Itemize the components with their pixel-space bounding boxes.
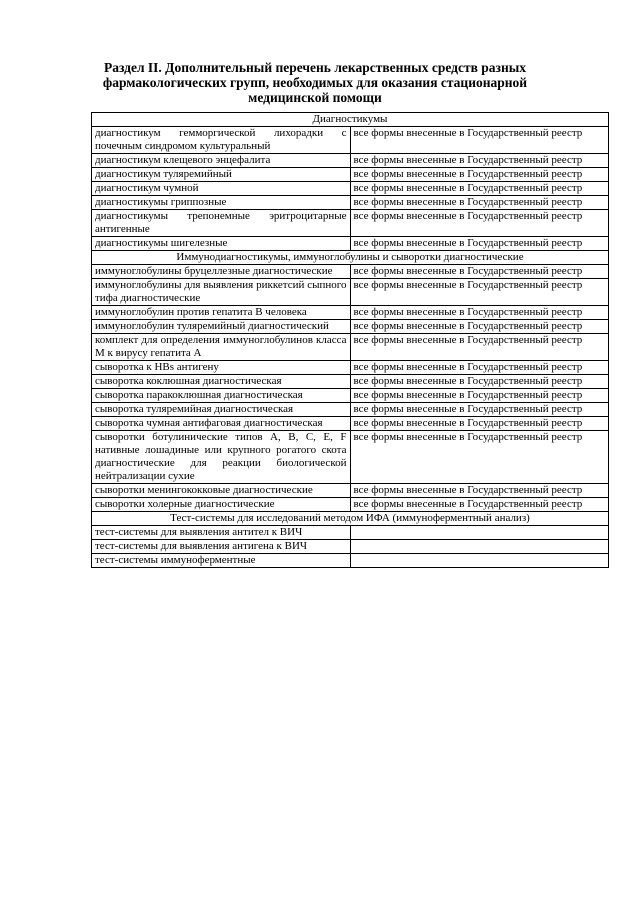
table-row: [92, 265, 609, 279]
drug-name-cell: комплект для определения иммуноглобулинов класса М к вирусу гепатита А: [92, 334, 351, 361]
drug-name-cell: тест-системы для выявления антител к ВИЧ: [92, 526, 351, 540]
table-row: [92, 498, 609, 512]
document-title: Раздел II. Дополнительный перечень лекарственных средств разных фармакологических групп, необходимых для оказания стационарной медицинской помощи: [102, 60, 528, 105]
drug-name-cell: сыворотка паракоклюшная диагностическая: [92, 389, 351, 403]
table-row: [92, 127, 609, 154]
table-row: [92, 154, 609, 168]
drug-name-cell: диагностикумы гриппозные: [92, 196, 351, 210]
dosage-form-cell: все формы внесенные в Государственный реестр: [350, 154, 609, 168]
dosage-form-cell: все формы внесенные в Государственный реестр: [350, 334, 609, 361]
table-row: [92, 237, 609, 251]
table-row: [92, 540, 609, 554]
table-row: [92, 196, 609, 210]
drug-name-cell: диагностикумы шигелезные: [92, 237, 351, 251]
table-row: [92, 361, 609, 375]
table-row: [92, 554, 609, 568]
dosage-form-cell: все формы внесенные в Государственный реестр: [350, 375, 609, 389]
table-row: [92, 431, 609, 484]
section-header: Диагностикумы: [92, 113, 609, 127]
drug-name-cell: диагностикумы трепонемные эритроцитарные антигенные: [92, 210, 351, 237]
drug-name-cell: иммуноглобулин против гепатита В человека: [92, 306, 351, 320]
medication-table: [91, 112, 609, 568]
table-row: [92, 417, 609, 431]
drug-name-cell: диагностикум чумной: [92, 182, 351, 196]
dosage-form-cell: все формы внесенные в Государственный реестр: [350, 182, 609, 196]
table-row: [92, 526, 609, 540]
dosage-form-cell: все формы внесенные в Государственный реестр: [350, 389, 609, 403]
drug-name-cell: сыворотка коклюшная диагностическая: [92, 375, 351, 389]
drug-name-cell: сыворотки ботулинические типов А, В, С, Е, F нативные лошадиные или крупного рогатого скота диагностические для реакции биологической нейтрализации сухие: [92, 431, 351, 484]
dosage-form-cell: все формы внесенные в Государственный реестр: [350, 403, 609, 417]
table-row: [92, 168, 609, 182]
drug-name-cell: сыворотка туляремийная диагностическая: [92, 403, 351, 417]
table-row: [92, 210, 609, 237]
drug-name-cell: сыворотки холерные диагностические: [92, 498, 351, 512]
section-header-row: [92, 113, 609, 127]
drug-name-cell: иммуноглобулин туляремийный диагностический: [92, 320, 351, 334]
section-header-row: [92, 251, 609, 265]
dosage-form-cell: все формы внесенные в Государственный реестр: [350, 127, 609, 154]
drug-name-cell: сыворотки менингококковые диагностические: [92, 484, 351, 498]
dosage-form-cell: все формы внесенные в Государственный реестр: [350, 265, 609, 279]
table-row: [92, 320, 609, 334]
dosage-form-cell: все формы внесенные в Государственный реестр: [350, 320, 609, 334]
dosage-form-cell: все формы внесенные в Государственный реестр: [350, 279, 609, 306]
dosage-form-cell: все формы внесенные в Государственный реестр: [350, 306, 609, 320]
drug-name-cell: сыворотка к HBs антигену: [92, 361, 351, 375]
table-row: [92, 375, 609, 389]
dosage-form-cell: все формы внесенные в Государственный реестр: [350, 210, 609, 237]
dosage-form-cell: все формы внесенные в Государственный реестр: [350, 431, 609, 484]
drug-name-cell: сыворотка чумная антифаговая диагностическая: [92, 417, 351, 431]
table-row: [92, 389, 609, 403]
table-row: [92, 279, 609, 306]
dosage-form-cell: все формы внесенные в Государственный реестр: [350, 484, 609, 498]
drug-name-cell: диагностикум туляремийный: [92, 168, 351, 182]
dosage-form-cell: [350, 540, 609, 554]
section-header: Иммунодиагностикумы, иммуноглобулины и сыворотки диагностические: [92, 251, 609, 265]
table-row: [92, 484, 609, 498]
dosage-form-cell: все формы внесенные в Государственный реестр: [350, 361, 609, 375]
drug-name-cell: диагностикум гемморгической лихорадки с почечным синдромом культуральный: [92, 127, 351, 154]
section-header: Тест-системы для исследований методом ИФА (иммуноферментный анализ): [92, 512, 609, 526]
drug-name-cell: тест-системы для выявления антигена к ВИЧ: [92, 540, 351, 554]
dosage-form-cell: все формы внесенные в Государственный реестр: [350, 417, 609, 431]
dosage-form-cell: все формы внесенные в Государственный реестр: [350, 196, 609, 210]
table-row: [92, 306, 609, 320]
table-row: [92, 182, 609, 196]
section-header-row: [92, 512, 609, 526]
table-row: [92, 334, 609, 361]
dosage-form-cell: все формы внесенные в Государственный реестр: [350, 237, 609, 251]
drug-name-cell: иммуноглобулины для выявления риккетсий сыпного тифа диагностические: [92, 279, 351, 306]
drug-name-cell: диагностикум клещевого энцефалита: [92, 154, 351, 168]
dosage-form-cell: [350, 526, 609, 540]
dosage-form-cell: все формы внесенные в Государственный реестр: [350, 168, 609, 182]
dosage-form-cell: все формы внесенные в Государственный реестр: [350, 498, 609, 512]
table-row: [92, 403, 609, 417]
drug-name-cell: тест-системы иммуноферментные: [92, 554, 351, 568]
drug-name-cell: иммуноглобулины бруцеллезные диагностические: [92, 265, 351, 279]
dosage-form-cell: [350, 554, 609, 568]
